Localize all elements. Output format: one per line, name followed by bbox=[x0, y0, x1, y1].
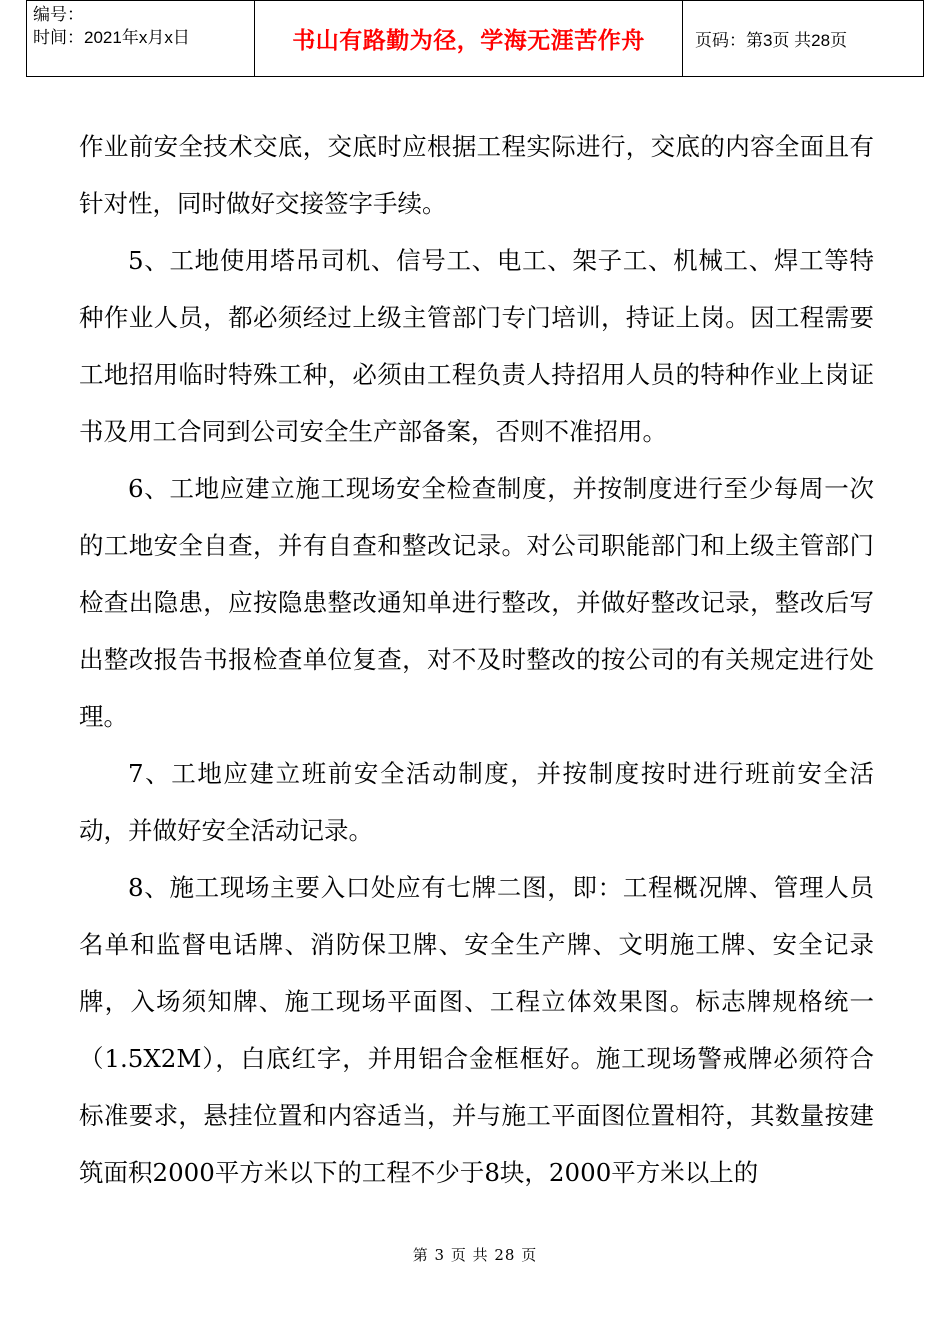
paragraph: 7、工地应建立班前安全活动制度，并按制度按时进行班前安全活动，并做好安全活动记录。 bbox=[79, 759, 874, 845]
document-number-label: 编号： bbox=[33, 5, 84, 24]
paragraph: 8、施工现场主要入口处应有七牌二图，即：工程概况牌、管理人员名单和监督电话牌、消防保卫牌、安全生产牌、文明施工牌、安全记录牌，入场须知牌、施工现场平面图、工程立体效果图。标志牌规格统一（1.5X2M），白底红字，并用铝合金框框好。施工现场警戒牌必须符合标准要求，悬挂位置和内容适当，并与施工平面图位置相符，其数量按建筑面积2000平方米以下的工程不少于8块，2000平方米以上的 bbox=[79, 873, 874, 1187]
document-body bbox=[79, 118, 874, 1201]
paragraph: 作业前安全技术交底，交底时应根据工程实际进行，交底的内容全面且有针对性，同时做好交接签字手续。 bbox=[79, 132, 874, 218]
paragraph: 6、工地应建立施工现场安全检查制度，并按制度进行至少每周一次的工地安全自查，并有自查和整改记录。对公司职能部门和上级主管部门检查出隐患，应按隐患整改通知单进行整改，并做好整改记录，整改后写出整改报告书报检查单位复查，对不及时整改的按公司的有关规定进行处理。 bbox=[79, 474, 874, 731]
header-motto: 书山有路勤为径，学海无涯苦作舟 bbox=[255, 1, 683, 76]
header-meta bbox=[27, 1, 255, 76]
paragraph: 5、工地使用塔吊司机、信号工、电工、架子工、机械工、焊工等特种作业人员，都必须经过上级主管部门专门培训，持证上岗。因工程需要工地招用临时特殊工种，必须由工程负责人持招用人员的特种作业上岗证书及用工合同到公司安全生产部备案，否则不准招用。 bbox=[79, 246, 874, 446]
document-time-label: 时间：2021年x月x日 bbox=[33, 28, 190, 47]
page-footer: 第 3 页 共 28 页 bbox=[412, 1246, 538, 1264]
header-page-label: 页码：第3页 共28页 bbox=[695, 31, 848, 50]
page-header bbox=[26, 0, 924, 77]
